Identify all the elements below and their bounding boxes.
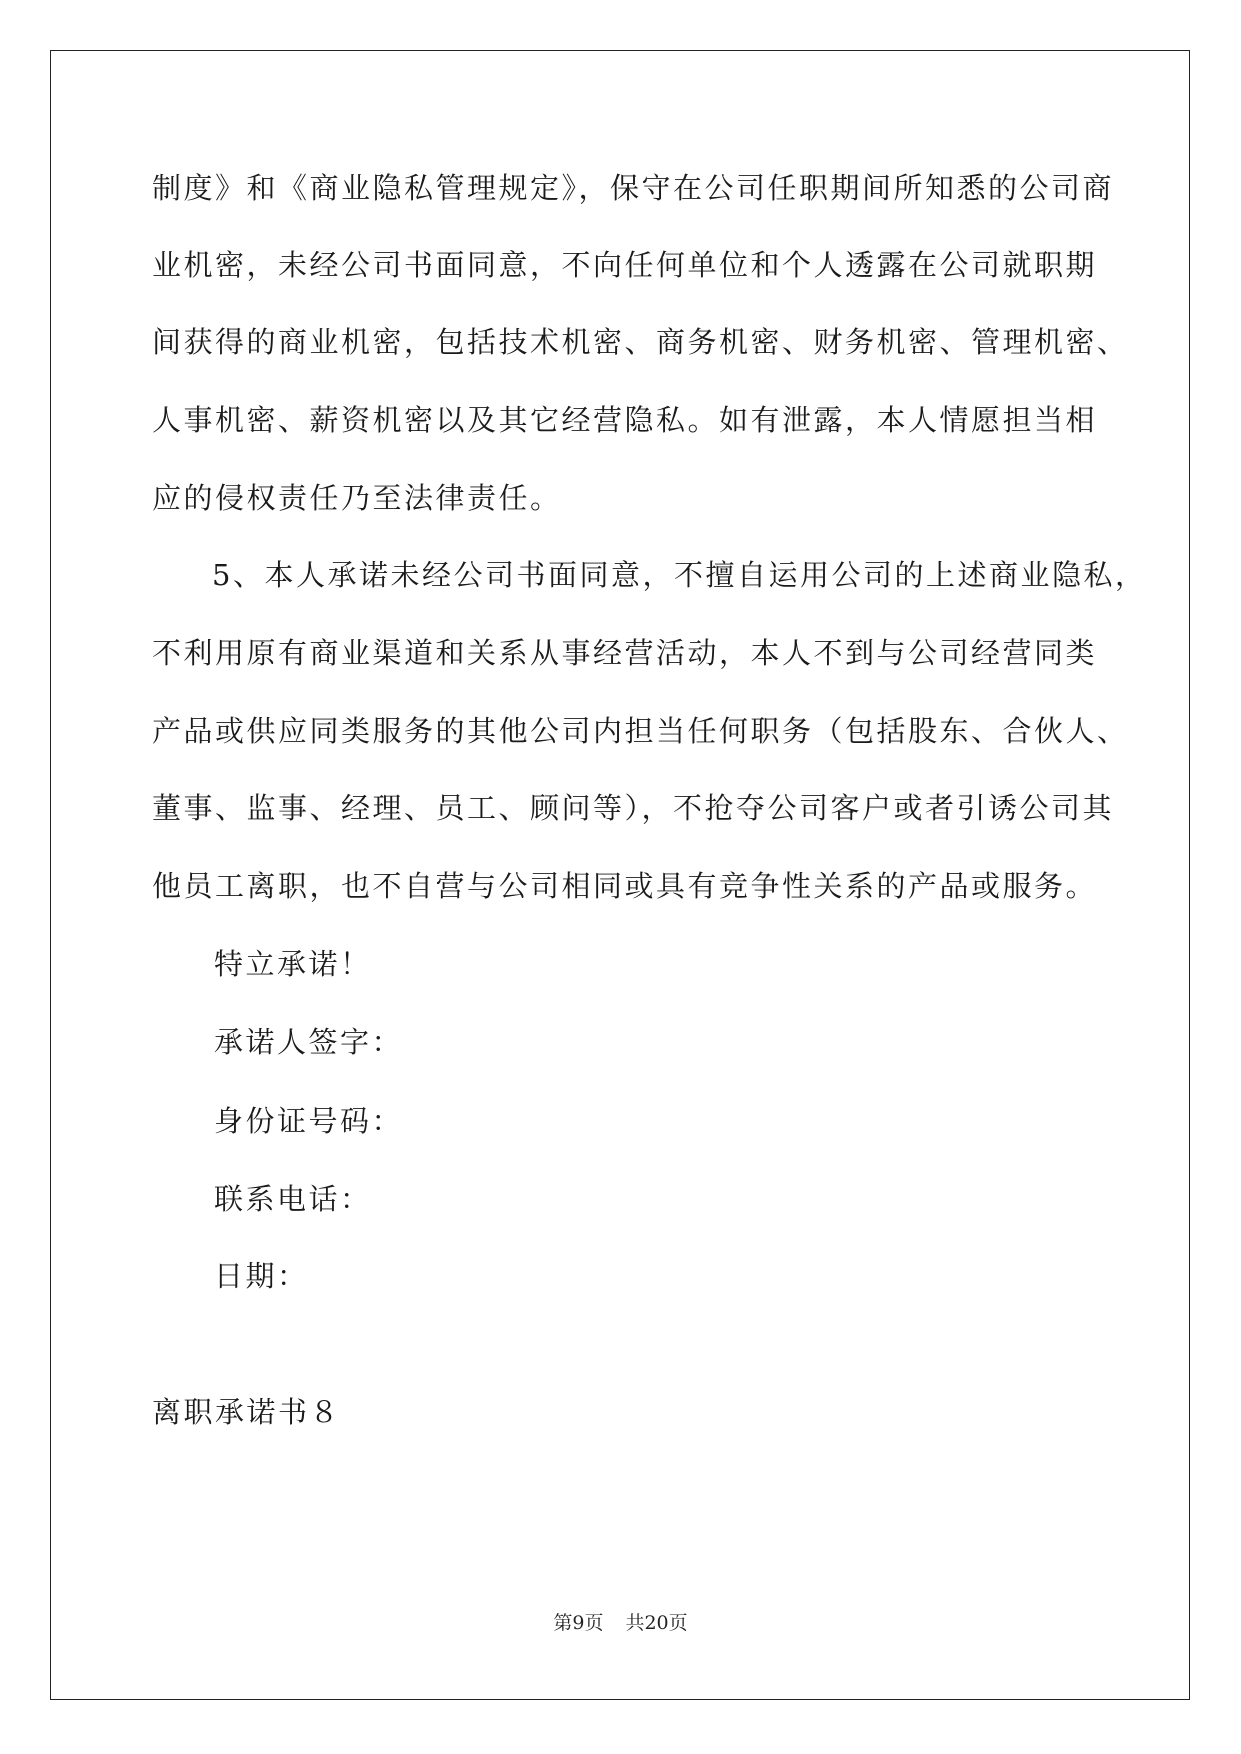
paragraph-1-line-5: 应的侵权责任乃至法律责任。: [152, 481, 562, 515]
paragraph-1-line-4: 人事机密、薪资机密以及其它经营隐私。如有泄露，本人情愿担当相: [152, 403, 1098, 437]
section-title: 离职承诺书８: [152, 1395, 342, 1429]
paragraph-1-line-2: 业机密，未经公司书面同意，不向任何单位和个人透露在公司就职期: [152, 248, 1098, 282]
paragraph-2-line-5: 他员工离职，也不自营与公司相同或具有竞争性关系的产品或服务。: [152, 869, 1098, 903]
paragraph-2-line-3: 产品或供应同类服务的其他公司内担当任何职务（包括股东、合伙人、: [152, 714, 1129, 748]
page-footer: [0, 1611, 1241, 1635]
page-total: 共20页: [625, 1612, 688, 1634]
paragraph-1-line-3: 间获得的商业机密，包括技术机密、商务机密、财务机密、管理机密、: [152, 325, 1129, 359]
paragraph-2-line-4: 董事、监事、经理、员工、顾问等），不抢夺公司客户或者引诱公司其: [152, 791, 1115, 825]
closing-statement: 特立承诺！: [214, 947, 372, 981]
phone-field-label: 联系电话：: [214, 1182, 372, 1216]
id-number-field-label: 身份证号码：: [214, 1104, 404, 1138]
page-number: 第9页: [553, 1612, 604, 1634]
date-field-label: 日期：: [214, 1259, 309, 1293]
paragraph-1-line-1: 制度》和《商业隐私管理规定》，保守在公司任职期间所知悉的公司商: [152, 171, 1115, 205]
paragraph-2-line-2: 不利用原有商业渠道和关系从事经营活动，本人不到与公司经营同类: [152, 636, 1098, 670]
signature-field-label: 承诺人签字：: [214, 1025, 404, 1059]
paragraph-2-line-1: 5、本人承诺未经公司书面同意，不擅自运用公司的上述商业隐私，: [212, 558, 1147, 592]
